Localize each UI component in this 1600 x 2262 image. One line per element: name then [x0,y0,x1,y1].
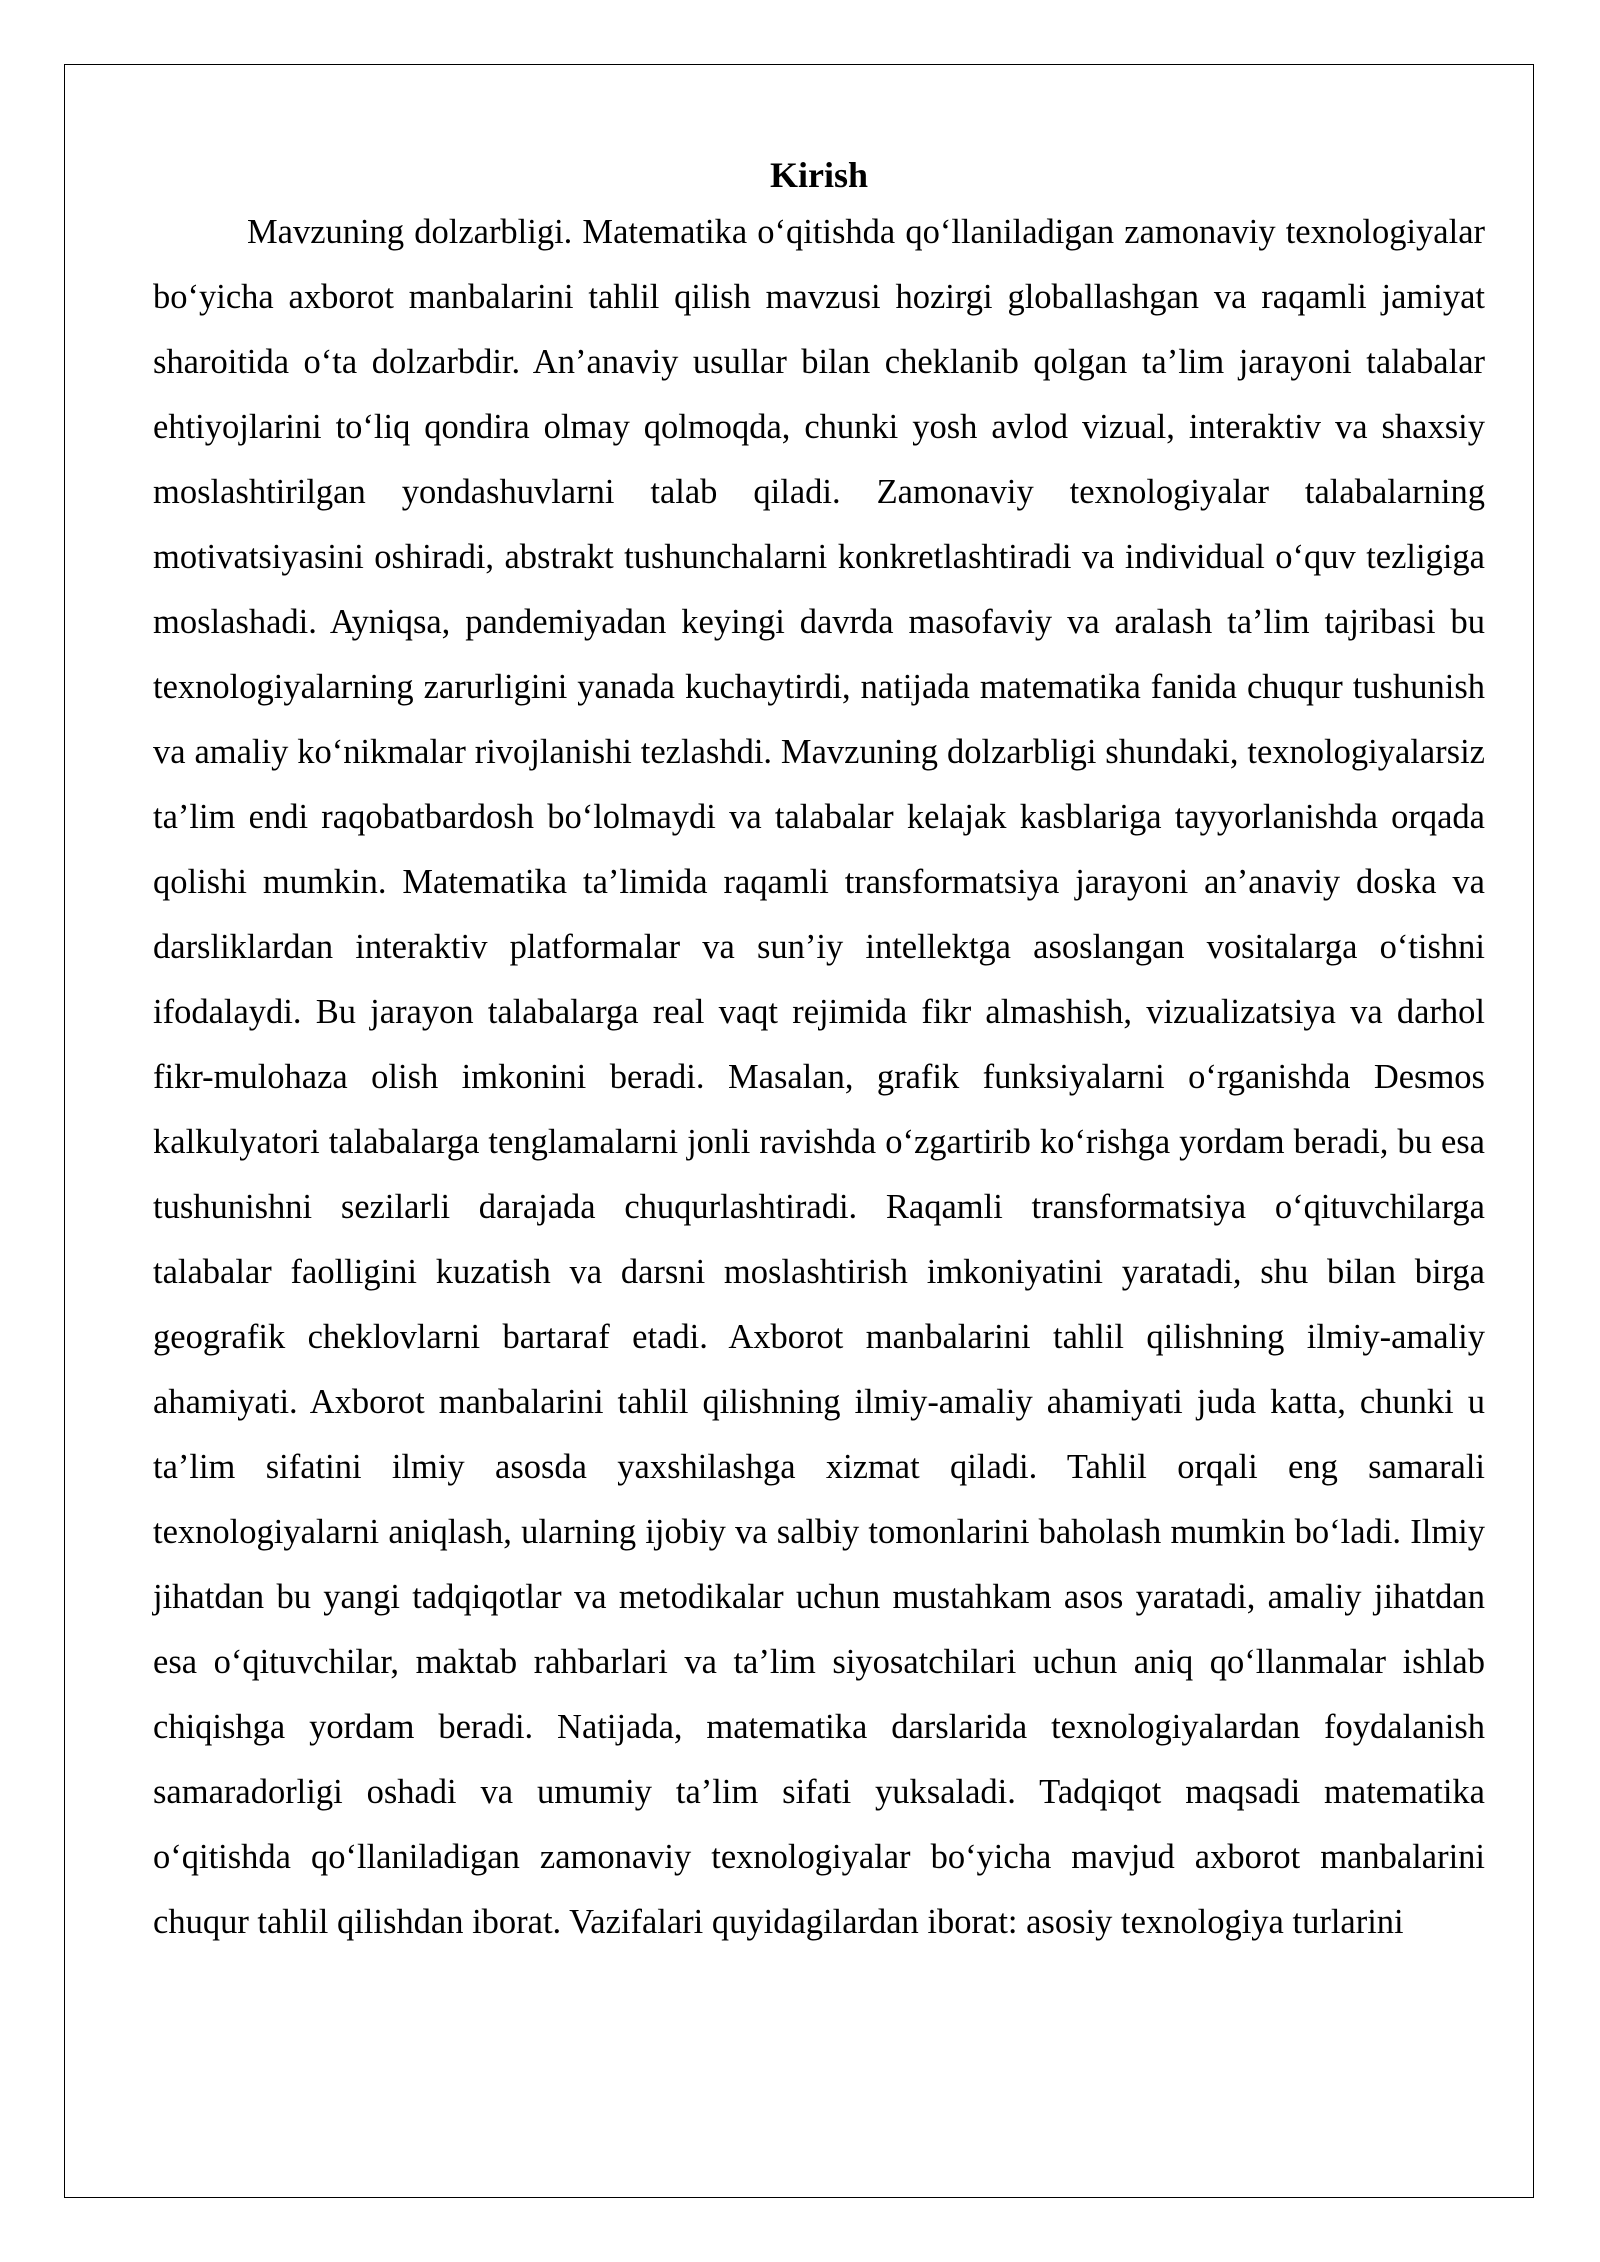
body-paragraph: Mavzuning dolzarbligi. Matematika o‘qitishda qo‘llaniladigan zamonaviy texnologiyalar bo‘yicha axborot manbalarini tahlil qilish mavzusi hozirgi globallashgan va raqamli jamiyat sharoitida o‘ta dolzarbdir. An’anaviy usullar bilan cheklanib qolgan ta’lim jarayoni talabalar ehtiyojlarini to‘liq qondira olmay qolmoqda, chunki yosh avlod vizual, interaktiv va shaxsiy moslashtirilgan yondashuvlarni talab qiladi. Zamonaviy texnologiyalar talabalarning motivatsiyasini oshiradi, abstrakt tushunchalarni konkretlashtiradi va individual o‘quv tezligiga moslashadi. Ayniqsa, pandemiyadan keyingi davrda masofaviy va aralash ta’lim tajribasi bu texnologiyalarning zarurligini yanada kuchaytirdi, natijada matematika fanida chuqur tushunish va amaliy ko‘nikmalar rivojlanishi tezlashdi. Mavzuning dolzarbligi shundaki, texnologiyalarsiz ta’lim endi raqobatbardosh bo‘lolmaydi va talabalar kelajak kasblariga tayyorlanishda orqada qolishi mumkin. Matematika ta’limida raqamli transformatsiya jarayoni an’anaviy doska va darsliklardan interaktiv platformalar va sun’iy intellektga asoslangan vositalarga o‘tishni ifodalaydi. Bu jarayon talabalarga real vaqt rejimida fikr almashish, vizualizatsiya va darhol fikr-mulohaza olish imkonini beradi. Masalan, grafik funksiyalarni o‘rganishda Desmos kalkulyatori talabalarga tenglamalarni jonli ravishda o‘zgartirib ko‘rishga yordam beradi, bu esa tushunishni sezilarli darajada chuqurlashtiradi. Raqamli transformatsiya o‘qituvchilarga talabalar faolligini kuzatish va darsni moslashtirish imkoniyatini yaratadi, shu bilan birga geografik cheklovlarni bartaraf etadi. Axborot manbalarini tahlil qilishning ilmiy-amaliy ahamiyati. Axborot manbalarini tahlil qilishning ilmiy-amaliy ahamiyati juda katta, chunki u ta’lim sifatini ilmiy asosda yaxshilashga xizmat qiladi. Tahlil orqali eng samarali texnologiyalarni aniqlash, ularning ijobiy va salbiy tomonlarini baholash mumkin bo‘ladi. Ilmiy jihatdan bu yangi tadqiqotlar va metodikalar uchun mustahkam asos yaratadi, amaliy jihatdan esa o‘qituvchilar, maktab rahbarlari va ta’lim siyosatchilari uchun aniq qo‘llanmalar ishlab chiqishga yordam beradi. Natijada, matematika darslarida texnologiyalardan foydalanish samaradorligi oshadi va umumiy ta’lim sifati yuksaladi. Tadqiqot maqsadi matematika o‘qitishda qo‘llaniladigan zamonaviy texnologiyalar bo‘yicha mavjud axborot manbalarini chuqur tahlil qilishdan iborat. Vazifalari quyidagilardan iborat: asosiy texnologiya turlarini [153,213,1485,1941]
section-heading: Kirish [769,155,868,195]
document-content [153,150,1485,1955]
